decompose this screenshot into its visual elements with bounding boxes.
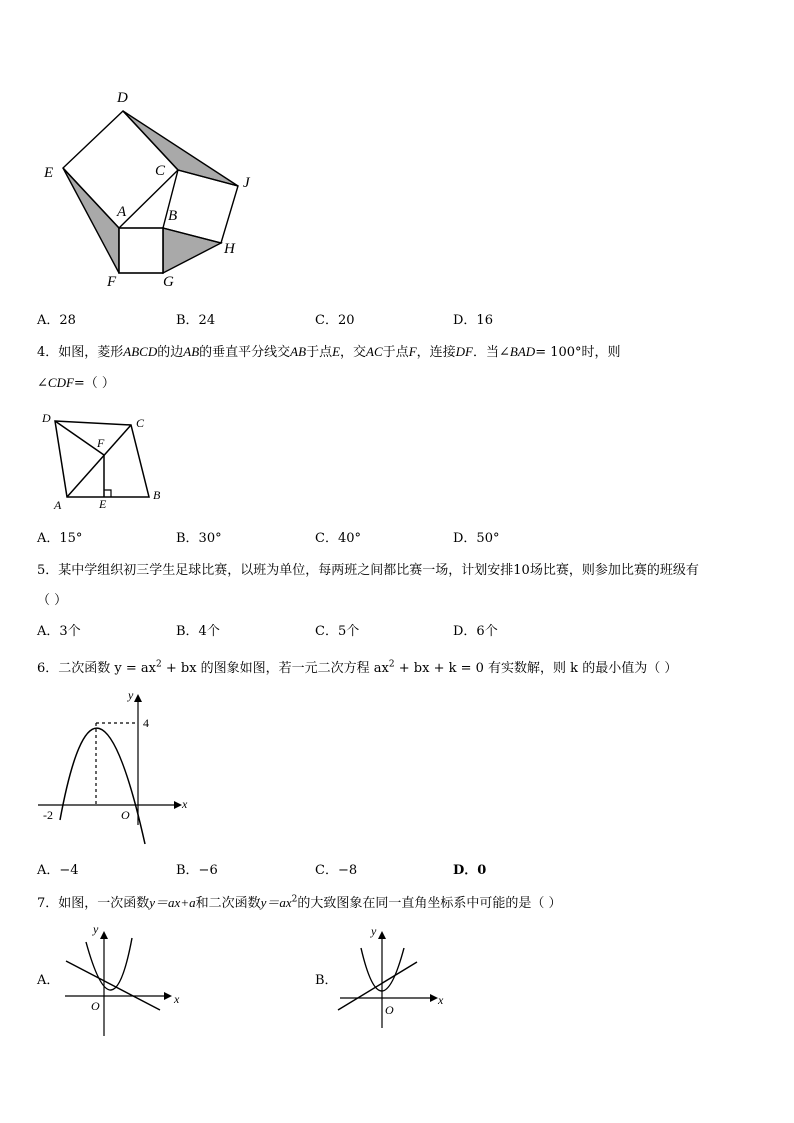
q6-label-o: O	[121, 808, 130, 822]
q7-sup: 2	[291, 894, 298, 905]
q6-label-neg2: -2	[43, 808, 53, 822]
q7-option-a-label[interactable]: A．	[37, 973, 60, 988]
q4-option-b[interactable]: B．30°	[176, 531, 222, 546]
q7b-label-y: y	[371, 924, 377, 938]
q3-option-d[interactable]: D．16	[453, 313, 493, 328]
q7a-label-y: y	[93, 922, 99, 936]
q4-text-8: ．当∠	[473, 345, 510, 360]
q7-part-3: 的大致图象在同一直角坐标系中可能的是（ ）	[297, 896, 562, 911]
q6-label-y: y	[128, 688, 134, 702]
q7a-label-x: x	[174, 992, 180, 1006]
q4-ab1: AB	[183, 344, 200, 359]
q4-text-7: ，连接	[416, 345, 456, 360]
q3-label-f: F	[107, 274, 117, 290]
q6-label-4: 4	[143, 716, 149, 730]
q3-option-b[interactable]: B．24	[176, 313, 216, 328]
q6-label-x: x	[182, 797, 188, 811]
q4-angle-symbol: ∠	[37, 376, 48, 391]
q4-text-2: 的边	[157, 345, 184, 360]
q5-question-line2: （ ）	[37, 593, 68, 608]
q3-label-b: B	[168, 208, 178, 224]
q4-label-f: F	[97, 436, 105, 450]
q6-option-a[interactable]: A．−4	[37, 863, 79, 878]
q4-text-5: ，交	[340, 345, 367, 360]
q4-ab2: AB	[290, 344, 307, 359]
q7-option-b-label[interactable]: B．	[315, 973, 338, 988]
q4-bad: BAD	[509, 344, 536, 359]
q6-option-c[interactable]: C．−8	[315, 863, 358, 878]
q6-sup-1: 2	[156, 659, 162, 670]
q7-formula-linear: y＝ax+a	[149, 895, 196, 910]
q4-option-a[interactable]: A．15°	[37, 531, 83, 546]
q3-label-e: E	[44, 165, 54, 181]
q4-e: E	[332, 344, 341, 359]
q3-label-d: D	[117, 90, 128, 106]
q7b-label-x: x	[438, 993, 444, 1007]
q7-part-2: 和二次函数	[195, 896, 261, 911]
q4-text-4: 于点	[306, 345, 333, 360]
q3-label-c: C	[155, 163, 166, 179]
q4-abcd: ABCD	[123, 344, 158, 359]
q5-question-line1: 5．某中学组织初三学生足球比赛，以班为单位，每两班之间都比赛一场，计划安排10场比赛，则参加比赛的班级有	[37, 563, 699, 578]
q4-line2-rest: =（ ）	[73, 376, 115, 391]
q4-label-a: A	[54, 498, 62, 512]
q3-label-g: G	[163, 274, 174, 290]
q3-label-h: H	[224, 241, 235, 257]
q6-sup-2: 2	[388, 659, 395, 670]
q4-ac: AC	[366, 344, 383, 359]
q3-option-c[interactable]: C．20	[315, 313, 355, 328]
q4-text-6: 于点	[382, 345, 409, 360]
q7b-x-arrow	[430, 994, 438, 1002]
q4-cdf: CDF	[47, 375, 74, 390]
q4-label-d: D	[42, 411, 51, 425]
q6-option-b[interactable]: B．−6	[176, 863, 218, 878]
q4-label-c: C	[136, 416, 145, 430]
q7b-y-arrow	[378, 931, 386, 939]
q6-part-1: 6．二次函数 y = ax	[37, 661, 156, 676]
q4-label-e: E	[99, 497, 107, 511]
q4-option-d[interactable]: D．50°	[453, 531, 500, 546]
q4-f: F	[408, 344, 417, 359]
q7-formula-quadratic: y＝ax	[260, 895, 292, 910]
q4-option-c[interactable]: C．40°	[315, 531, 361, 546]
q4-df: DF	[455, 344, 473, 359]
q7b-label-o: O	[385, 1003, 394, 1017]
q7-part-1: 7．如图，一次函数	[37, 896, 150, 911]
q3-label-a: A	[117, 204, 127, 220]
q4-number: 4．	[37, 345, 59, 360]
q5-option-c[interactable]: C．5个	[315, 624, 360, 639]
q4-label-b: B	[153, 488, 161, 502]
q5-option-a[interactable]: A．3个	[37, 624, 81, 639]
q5-option-b[interactable]: B．4个	[176, 624, 220, 639]
q3-label-j: J	[243, 175, 250, 191]
q7b-line	[338, 962, 417, 1010]
q6-option-d[interactable]: D．0	[453, 863, 487, 878]
q4-text-9: = 100°时，则	[535, 345, 621, 360]
q6-part-3: + bx + k = 0 有实数解，则 k 的最小值为（ ）	[394, 661, 678, 676]
q3-option-a[interactable]: A．28	[37, 313, 76, 328]
q4-text-1: 如图，菱形	[58, 345, 124, 360]
q4-text-3: 的垂直平分线交	[199, 345, 291, 360]
q5-option-d[interactable]: D．6个	[453, 624, 498, 639]
q7a-label-o: O	[91, 999, 100, 1013]
q6-part-2: + bx 的图象如图，若一元二次方程 ax	[161, 661, 389, 676]
